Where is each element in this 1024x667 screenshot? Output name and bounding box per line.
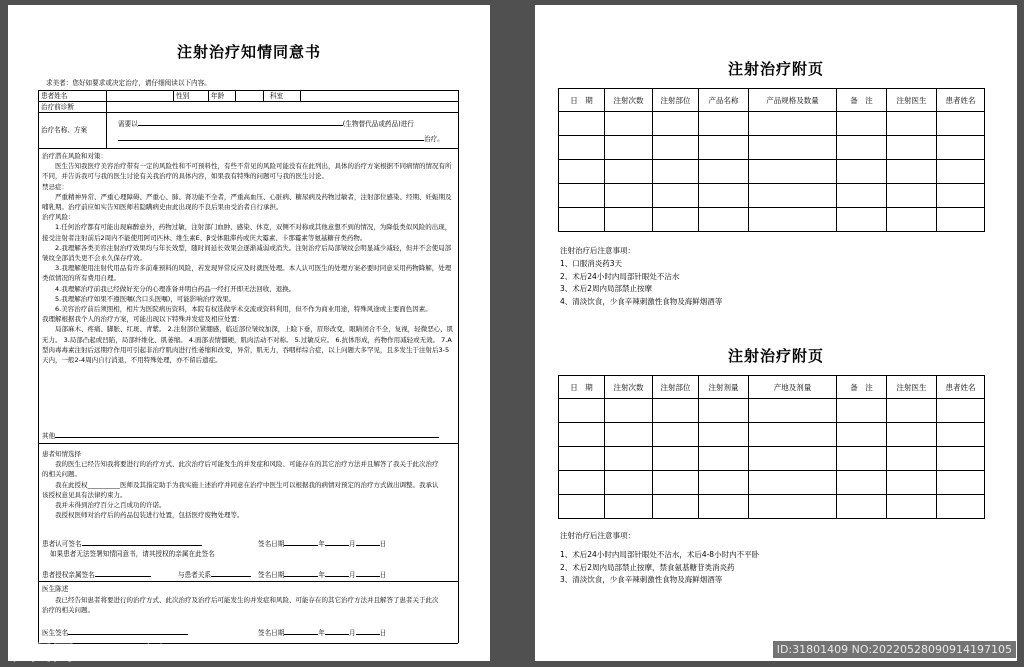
patient-sign-date: 签名日期 年 月 日 (258, 537, 386, 549)
label-gender: 性别 (176, 92, 190, 100)
label-age: 年龄 (211, 92, 225, 100)
choice-paragraph: 我并未得到治疗百分之百成功的许诺。 (55, 501, 166, 510)
choice-section (42, 449, 442, 520)
risk-paragraph: 医生告知我医疗美容治疗带有一定的风险性和不可预料性，有些不常见的风险可能没有在此列出，具体的治疗方案根据不同病情的情况有所不同，并告诉我可与我的医生讨论有关我治疗的具体内容，如果我有特殊的问题可与我的医生讨论。 (42, 162, 452, 181)
table-header-cell: 日 期 (559, 376, 605, 399)
table-header-cell: 患者姓名 (937, 89, 985, 112)
note-item: 3、清淡饮食，少食辛辣刺激性食物及海鲜烟酒等 (560, 575, 723, 585)
doctor-signature-line: 医生签名 (42, 626, 188, 638)
table-row (559, 399, 985, 423)
notes-heading: 注射治疗后注意事项： (560, 531, 635, 540)
appendix-1-notes (560, 245, 722, 309)
note-item: 2、术后2周内局部禁止按摩，禁食氨基糖苷类消炎药 (560, 562, 735, 572)
table-header-cell: 日 期 (559, 89, 605, 112)
plan-line-2: 治疗。 (118, 132, 444, 144)
watermark-id: ID:31801409 NO:20220528090914197105 (773, 641, 1016, 658)
choice-heading: 患者知情选择 (42, 450, 81, 458)
table-header-cell: 注射剂量 (699, 376, 749, 399)
proxy-signature-line: 患者授权亲属签名 (42, 568, 151, 580)
doctor-sign-date: 签名日期 年 月 日 (258, 626, 386, 638)
table-header-cell: 患者姓名 (937, 376, 985, 399)
table-row (559, 471, 985, 495)
table-row (559, 184, 985, 208)
proxy-note: 如果患者无法签署知情同意书，请其授权的亲属在此签名 (50, 550, 215, 558)
risk-heading: 治疗潜在风险和对策： (42, 152, 107, 160)
table-header-cell: 备 注 (837, 376, 887, 399)
table-row (559, 160, 985, 184)
risk-paragraph: 局部麻木、疼痛、脚胀、红斑、青紫。 2.注射部位紧绷感，临近部位皱纹加深，上睑下垂，眉形改变，眼睛闭合不全，复视，轻微恶心、肌无力。 3.局部凸起或凹陷，局部纤维化、肌萎缩。 4.面部表情僵硬，肌肉活动不对称。 5.过敏反应。 6.抗体形成，药物作用减轻或无效。 7.A型肉毒毒素注射后远期疗作用可引起非治疗肌肉进行性萎缩和改变，异常，肌无力，吞咽样综合症，以上问题大多罕见，且多发生于注射后3-5天内，一般2-4周内自行消退，不用特殊处理，亦不留后遗症。 (42, 325, 454, 365)
risk-paragraph: 6.美容治疗前后须照相，相片为医院病历资料，本院有权选做学术交流或资料利用，但不作为商业用途，特殊风途或主要面色因素。 (55, 305, 432, 314)
doctor-heading: 医生陈述 (42, 585, 69, 593)
note-item: 3、术后2周内局部禁止按摩 (560, 284, 653, 294)
proxy-sign-date: 签名日期 年 月 日 (258, 568, 386, 580)
note-item: 1、口服消炎药3天 (560, 258, 623, 268)
table-header-cell: 注射部位 (653, 376, 699, 399)
table-header-cell: 产品名称 (699, 89, 749, 112)
risk-paragraph: 5.我理解治疗如果不遵医嘱(含口头医嘱)，可能影响治疗效果。 (55, 294, 236, 303)
table-header-cell: 注射次数 (605, 376, 653, 399)
risk-subheading: 治疗风险： (42, 213, 75, 222)
appendix-1-title: 注射治疗附页 (727, 60, 824, 78)
risk-paragraph: 2.我理解各类美容注射治疗效果均与年长效型，随时间延长效果会逐渐减弱或消失。注射治疗后局部皱纹会明显减少减轻，但并不会使局部皱纹全部消失更不会永久保存疗效。 (42, 243, 452, 263)
risk-paragraph: 4.我理解治疗前我已经做好充分的心理准备并明白药品一经打开即无法回收、退换。 (55, 284, 296, 293)
risk-paragraph: 我理解根据我个人的治疗方案，可能出现以下特殊并发症及相应处置： (42, 315, 244, 324)
consent-page (8, 5, 490, 661)
other-line: 其他 (42, 429, 439, 441)
consent-intro: 求美者：您好如要求或决定治疗，请仔细阅读以下内容。 (46, 79, 211, 87)
table-header-cell: 注射医生 (887, 376, 937, 399)
note-item: 4、清淡饮食，少食辛辣刺激性食物及海鲜烟酒等 (560, 297, 723, 307)
table-row (559, 495, 985, 519)
table-header-cell: 注射医生 (887, 89, 937, 112)
table-header-cell: 产品规格及数量 (749, 89, 837, 112)
watermark-url: www.nipic.com (100, 642, 206, 658)
consent-title: 注射治疗知情同意书 (176, 43, 321, 61)
notes-heading: 注射治疗后注意事项： (560, 246, 635, 255)
table-header-row (559, 376, 985, 399)
note-item: 2、术后24小时内局部针眼处不沾水 (560, 271, 680, 281)
risk-paragraph: 严重精神异常、严重心理障碍、严重心、肺、肾功能不全者，严重高血压、心脏病、糖尿病及药物过敏者，注射部位感染、经期、妊娠期及哺乳期。治疗前应如实告知医师若隐瞒病史由此出现的不良后果由受治者自行承担。 (42, 192, 452, 212)
table-header-row (559, 89, 985, 112)
patient-signature-line: 患者认可签名 (42, 537, 202, 549)
risk-paragraph: 1.任何治疗都有可能出现麻醉意外，药物过敏，注射部门血肿、感染、休克，双侧不对称或其他意想不到的情况，为降低类似风险的出现，接受注射者注射前后2周内不能使用阿司匹林、维生素E、β受体阻滞药或庆大霉素、卡那霉素等氨基糖苷类药物。 (42, 223, 452, 242)
risk-section (42, 151, 454, 365)
appendix-1-table (558, 88, 985, 232)
table-row (559, 112, 985, 136)
table-row (559, 423, 985, 447)
appendix-2-table (558, 375, 985, 519)
table-row (559, 447, 985, 471)
contraindication-heading: 禁忌症： (42, 182, 68, 191)
risk-paragraph: 3.我理解使用注射代用品有许多前难预料的风险，若发现异常反应及时就医处理。本人认可医生的处理方案必要时同意采用药物降解，处理类似情况的所有费用自理。 (42, 264, 452, 283)
note-item: 1、术后24小时内局部针眼处不沾水，术后4-8小时内不平卧 (560, 549, 760, 559)
label-patient-name: 患者姓名 (41, 92, 68, 100)
appendix-2-notes (560, 530, 759, 587)
proxy-relation-line: 与患者关系 (178, 568, 251, 580)
table-header-cell: 备 注 (837, 89, 887, 112)
table-header-cell: 注射次数 (605, 89, 653, 112)
table-row (559, 208, 985, 232)
table-row (559, 136, 985, 160)
choice-paragraph: 我的医生已经告知我将要进行的治疗方式、此次治疗后可能发生的并发症和风险、可能存在的其它治疗方法并且解答了我关于此次治疗的相关问题。 (42, 460, 439, 479)
label-department: 科室 (270, 92, 284, 100)
label-plan: 治疗名称、方案 (41, 126, 88, 134)
choice-paragraph: 我在此授权__________医师及其指定助手为我实施上述治疗并同意在治疗中医生可以根据我的病情对预定的治疗方式做出调整。我承认该授权意见具有法律约束力。 (42, 480, 439, 499)
appendix-2-title: 注射治疗附页 (727, 347, 824, 365)
table-header-cell: 注射部位 (653, 89, 699, 112)
label-diagnosis: 治疗前诊断 (41, 103, 74, 111)
appendix-page (535, 5, 1017, 661)
doctor-statement: 我已经告知患者将要进行的治疗方式、此次治疗及治疗后可能发生的并发症和风险、可能存在的其它治疗方法并且解答了患者关于此次治疗的相关问题。 (42, 596, 439, 615)
watermark-logo: 昵图网 (8, 641, 75, 666)
choice-paragraph: 我授权医师对治疗后的药品包装进行处置，包括医疗废物处理等。 (55, 511, 244, 520)
table-header-cell: 产地及剂量 (749, 376, 837, 399)
plan-line-1: 需要以 (生物替代品或药品)进行 (118, 117, 414, 129)
